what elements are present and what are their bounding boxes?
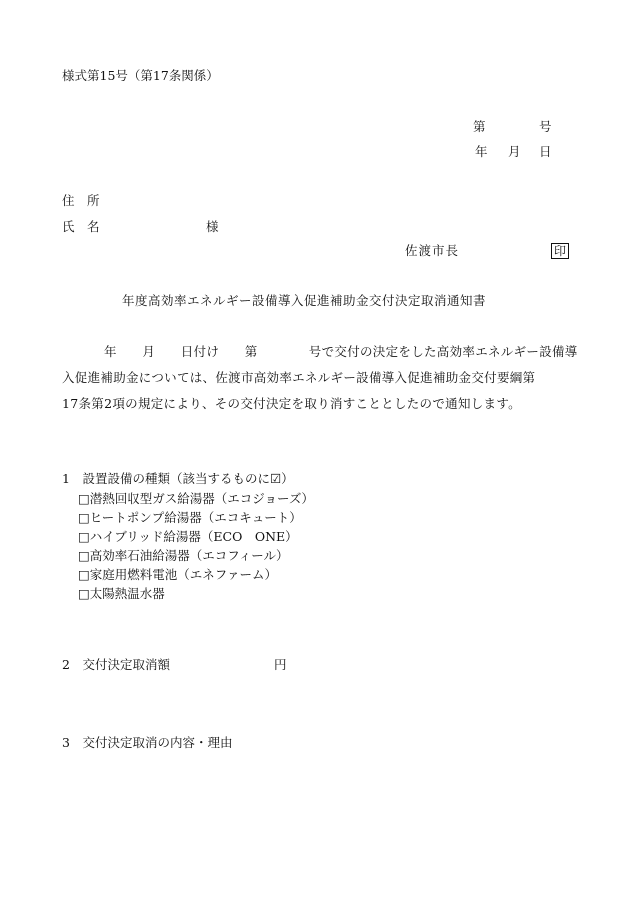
section-2-heading: 2 交付決定取消額 (62, 657, 170, 672)
section-1-heading: 1 設置設備の種類（該当するものに☑） (62, 471, 294, 486)
checkbox-item-solar-water-heater[interactable]: □太陽熱温水器 (78, 586, 165, 601)
date-year: 年 (475, 144, 488, 159)
section-3-heading: 3 交付決定取消の内容・理由 (62, 735, 233, 750)
date-day: 日 (539, 144, 552, 159)
checkbox-item-ecocute[interactable]: □ヒートポンプ給湯器（エコキュート） (78, 510, 302, 525)
date-month: 月 (508, 144, 521, 159)
amount-unit: 円 (274, 657, 287, 672)
number-prefix: 第 (473, 119, 486, 134)
body-line-3: 17条第2項の規定により、その交付決定を取り消すこととしたので通知します。 (62, 396, 521, 411)
checkbox-item-eco-one[interactable]: □ハイブリッド給湯器（ECO ONE） (78, 529, 298, 544)
checkbox-item-ecojozu[interactable]: □潜熱回収型ガス給湯器（エコジョーズ） (78, 491, 314, 506)
issuer-title: 佐渡市長 (405, 243, 460, 258)
number-suffix: 号 (539, 119, 552, 134)
address-label: 住 所 (62, 193, 100, 208)
body-line-1: 年 月 日付け 第 号で交付の決定をした高効率エネルギー設備導 (104, 344, 578, 359)
honorific: 様 (206, 219, 219, 234)
document-title: 年度高効率エネルギー設備導入促進補助金交付決定取消通知書 (122, 293, 487, 308)
checkbox-item-enefarm[interactable]: □家庭用燃料電池（エネファーム） (78, 567, 278, 582)
checkbox-item-ecofeel[interactable]: □高効率石油給湯器（エコフィール） (78, 548, 289, 563)
name-label: 氏 名 (62, 219, 100, 234)
form-label: 様式第15号（第17条関係） (62, 68, 219, 83)
body-line-2: 入促進補助金については、佐渡市高効率エネルギー設備導入促進補助金交付要綱第 (62, 370, 536, 385)
seal-mark: 印 (551, 243, 569, 259)
